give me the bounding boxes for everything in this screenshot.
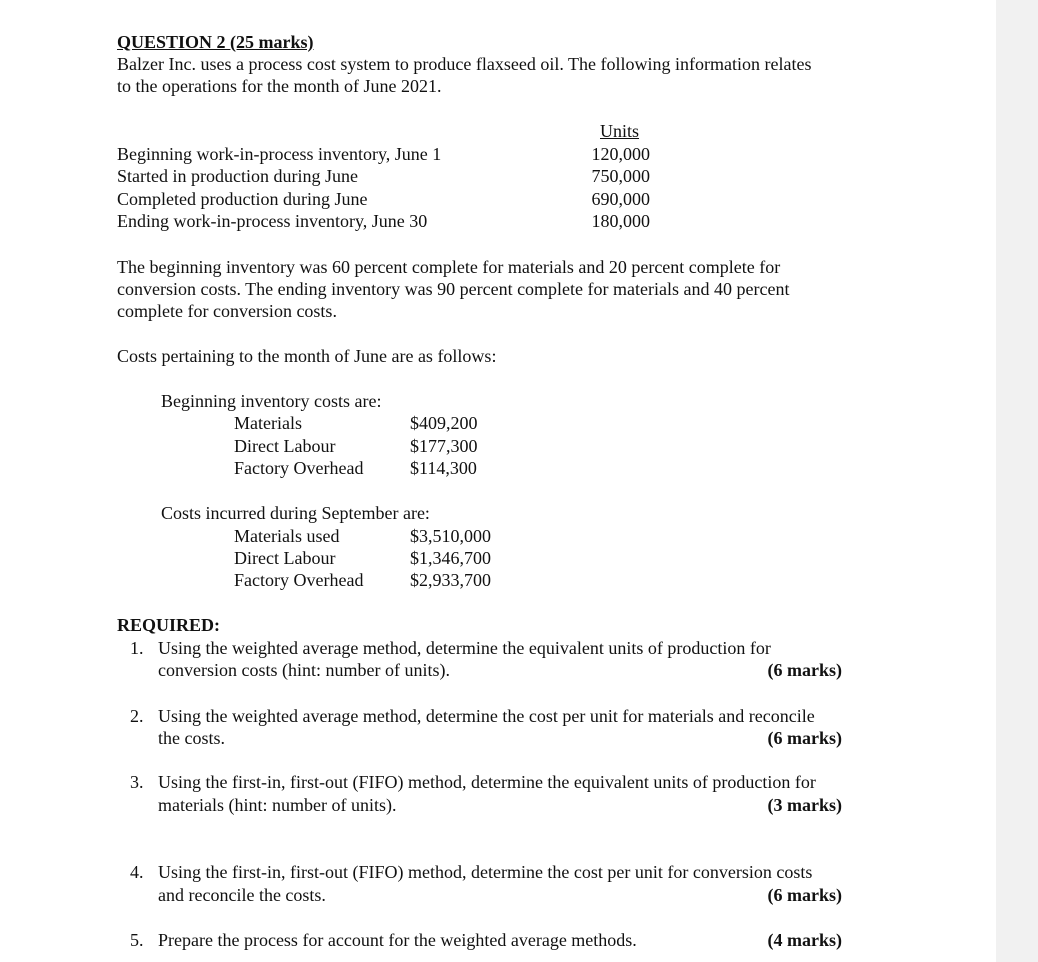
- required-item-number: 3.: [130, 772, 144, 792]
- cost-label: Materials: [234, 413, 302, 433]
- question-title: QUESTION 2 (25 marks): [117, 32, 314, 52]
- costs-intro: Costs pertaining to the month of June are as follows:: [117, 346, 497, 366]
- intro-line-1: Balzer Inc. uses a process cost system to produce flaxseed oil. The following information relates: [117, 54, 812, 74]
- required-item-number: 2.: [130, 706, 144, 726]
- completion-line-1: The beginning inventory was 60 percent complete for materials and 20 percent complete for: [117, 257, 781, 277]
- required-item-text: Using the first-in, first-out (FIFO) method, determine the cost per unit for conversion costs: [158, 862, 813, 882]
- required-item-text: the costs.: [158, 728, 225, 748]
- cost-value: $3,510,000: [410, 526, 491, 546]
- units-row-value: 180,000: [591, 211, 650, 231]
- required-item-marks: (3 marks): [767, 795, 842, 815]
- units-row-value: 750,000: [591, 166, 650, 186]
- cost-label: Materials used: [234, 526, 340, 546]
- cost-value: $1,346,700: [410, 548, 491, 568]
- required-item-number: 1.: [130, 638, 144, 658]
- completion-line-2: conversion costs. The ending inventory was 90 percent complete for materials and 40 percent: [117, 279, 790, 299]
- required-item-marks: (6 marks): [767, 728, 842, 748]
- required-item-marks: (4 marks): [767, 930, 842, 950]
- required-item-text: conversion costs (hint: number of units).: [158, 660, 450, 680]
- cost-label: Direct Labour: [234, 548, 336, 568]
- cost-label: Direct Labour: [234, 436, 336, 456]
- intro-line-2: to the operations for the month of June 2021.: [117, 76, 442, 96]
- cost-value: $409,200: [410, 413, 478, 433]
- required-item-text: and reconcile the costs.: [158, 885, 326, 905]
- units-row-value: 690,000: [591, 189, 650, 209]
- page-margin: [996, 0, 1038, 962]
- beginning-costs-heading: Beginning inventory costs are:: [161, 391, 382, 411]
- units-row-label: Beginning work-in-process inventory, June 1: [117, 144, 442, 164]
- required-item-text: Using the weighted average method, determine the equivalent units of production for: [158, 638, 771, 658]
- units-row-label: Completed production during June: [117, 189, 368, 209]
- cost-value: $2,933,700: [410, 570, 491, 590]
- cost-value: $114,300: [410, 458, 477, 478]
- required-item-text: Using the weighted average method, determine the cost per unit for materials and reconcile: [158, 706, 815, 726]
- required-item-text: materials (hint: number of units).: [158, 795, 397, 815]
- units-row-label: Started in production during June: [117, 166, 358, 186]
- required-item-number: 5.: [130, 930, 144, 950]
- incurred-costs-heading: Costs incurred during September are:: [161, 503, 430, 523]
- required-heading: REQUIRED:: [117, 615, 221, 635]
- completion-line-3: complete for conversion costs.: [117, 301, 337, 321]
- units-header: Units: [600, 121, 640, 141]
- required-item-text: Using the first-in, first-out (FIFO) method, determine the equivalent units of production for: [158, 772, 816, 792]
- cost-value: $177,300: [410, 436, 478, 456]
- required-item-marks: (6 marks): [767, 885, 842, 905]
- required-item-text: Prepare the process for account for the weighted average methods.: [158, 930, 637, 950]
- required-item-number: 4.: [130, 862, 144, 882]
- cost-label: Factory Overhead: [234, 458, 364, 478]
- cost-label: Factory Overhead: [234, 570, 364, 590]
- units-row-label: Ending work-in-process inventory, June 30: [117, 211, 428, 231]
- units-row-value: 120,000: [591, 144, 650, 164]
- required-item-marks: (6 marks): [767, 660, 842, 680]
